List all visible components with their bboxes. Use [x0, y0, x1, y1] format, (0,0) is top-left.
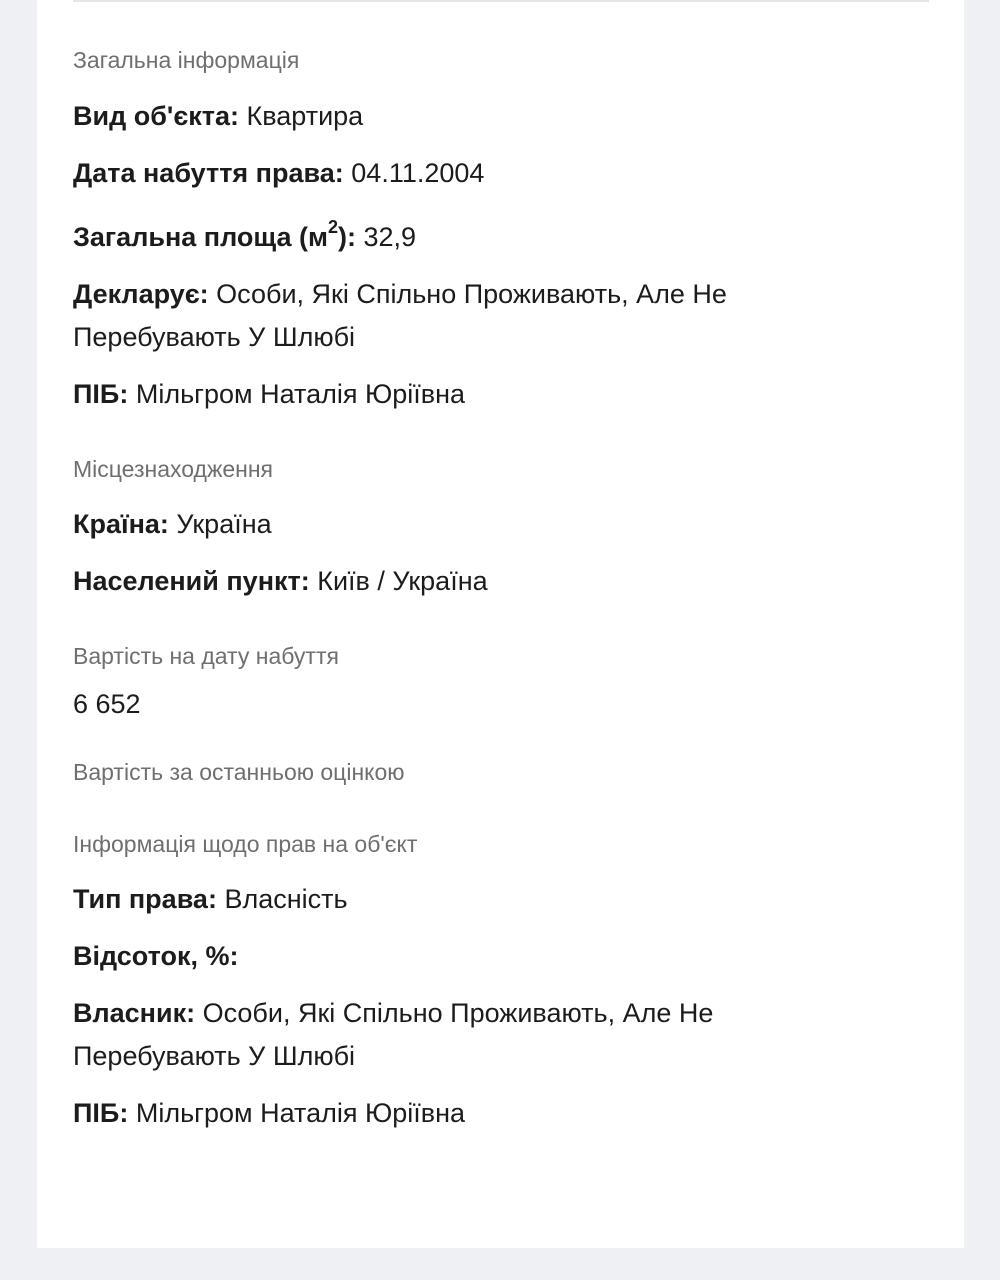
owner-label: Власник:	[73, 998, 196, 1028]
declarant-label: Декларує:	[73, 279, 209, 309]
area-label-prefix: Загальна площа (м	[73, 222, 328, 252]
city-label: Населений пункт:	[73, 566, 310, 596]
area-label-sup: 2	[327, 217, 338, 237]
share-label: Відсоток, %:	[73, 941, 239, 971]
owner-row	[73, 992, 783, 1078]
full-name-label-rights: ПІБ:	[73, 1098, 129, 1128]
area-row	[73, 216, 833, 259]
declarant-row	[73, 273, 803, 359]
share-row	[73, 935, 833, 978]
full-name-value-rights: Мільгром Наталія Юріївна	[135, 1098, 466, 1128]
top-divider	[73, 0, 929, 2]
declaration-card	[37, 0, 964, 1248]
full-name-row-general	[73, 373, 833, 416]
acquisition-date-value: 04.11.2004	[351, 158, 485, 188]
country-value: Україна	[176, 509, 272, 539]
right-type-label: Тип права:	[73, 884, 217, 914]
city-value: Київ / Україна	[317, 566, 488, 596]
declarant-value: Особи, Які Спільно Проживають, Але Не Перебувають У Шлюбі	[73, 279, 727, 352]
full-name-value-general: Мільгром Наталія Юріївна	[135, 379, 466, 409]
full-name-label-general: ПІБ:	[73, 379, 129, 409]
area-label	[73, 217, 356, 252]
acquisition-date-label: Дата набуття права:	[73, 158, 344, 188]
section-title-rights: Інформація щодо прав на об'єкт	[73, 831, 418, 857]
section-title-cost-acquisition: Вартість на дату набуття	[73, 643, 339, 669]
full-name-row-rights	[73, 1092, 833, 1135]
area-label-suffix: ):	[337, 222, 356, 252]
section-title-cost-last-valuation: Вартість за останньою оцінкою	[73, 759, 405, 785]
right-type-row	[73, 878, 833, 921]
owner-value: Особи, Які Спільно Проживають, Але Не Перебувають У Шлюбі	[73, 998, 714, 1071]
area-value: 32,9	[363, 222, 417, 252]
object-type-value: Квартира	[246, 101, 364, 131]
country-row	[73, 503, 833, 546]
right-type-value: Власність	[224, 884, 348, 914]
cost-acquisition-value: 6 652	[73, 689, 141, 719]
city-row	[73, 560, 833, 603]
object-type-row	[73, 95, 833, 138]
object-type-label: Вид об'єкта:	[73, 101, 239, 131]
acquisition-date-row	[73, 152, 833, 195]
section-title-general: Загальна інформація	[73, 47, 300, 73]
section-title-location: Місцезнаходження	[73, 456, 273, 482]
country-label: Країна:	[73, 509, 169, 539]
